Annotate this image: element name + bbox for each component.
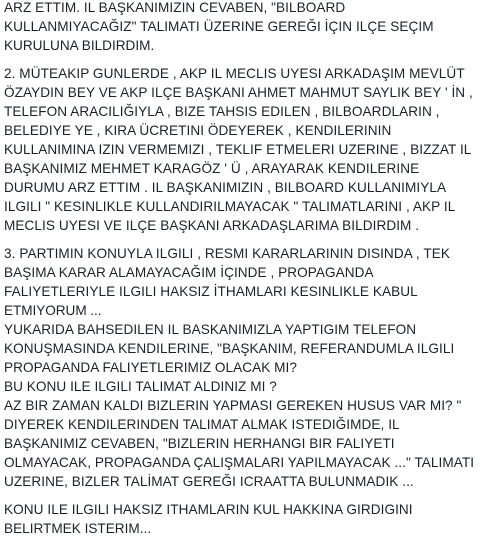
text-line: UZERINE, BIZLER TALİMAT GEREĞI ICRAATTA BULUNMADIK ... xyxy=(4,474,414,489)
text-line: BAŞIMA KARAR ALAMAYACAĞIM İÇINDE , PROPAGANDA xyxy=(4,265,374,280)
text-line: ILGILI " KESINLIKLE KULLANDIRILMAYACAK " TALIMATLARINI , AKP IL xyxy=(4,199,456,214)
text-line: AZ BIR ZAMAN KALDI BIZLERIN YAPMASI GEREKEN HUSUS VAR MI? " xyxy=(4,398,462,413)
text-line: KULLANIMINA IZIN VERMEMIZI , TEKLIF ETMELERI UZERINE , BIZZAT IL xyxy=(4,142,472,157)
paragraph-3 xyxy=(4,244,488,491)
text-line: ARZ ETTIM. IL BAŞKANIMIZIN CEVABEN, "BILBOARD xyxy=(4,0,346,15)
text-line: ÖZAYDIN BEY VE AKP ILÇE BAŞKANI AHMET MAHMUT SAYLIK BEY ' İN , xyxy=(4,85,473,100)
text-line: BAŞKANIMIZ MEHMET KARAGÖZ ' Ü , ARAYARAK KENDILERINE xyxy=(4,161,420,176)
text-line: MECLIS UYESI VE ILÇE BAŞKANI ARKADAŞLARIMA BILDIRDIM . xyxy=(4,218,420,233)
text-line: KONUŞMASINDA KENDILERINE, "BAŞKANIM, REFERANDUMLA ILGILI xyxy=(4,341,455,356)
text-line: 3. PARTIMIN KONUYLA ILGILI , RESMI KARARLARININ DISINDA , TEK xyxy=(4,246,451,261)
text-line: DIYEREK KENDILERINDEN TALIMAT ALMAK ISTEDIĞIMDE, IL xyxy=(4,417,400,432)
text-line: DURUMU ARZ ETTIM . IL BAŞKANIMIZIN , BILBOARD KULLANIMIYLA xyxy=(4,180,447,195)
text-line: BELIRTMEK ISTERIM... xyxy=(4,521,152,536)
text-line: FALIYETLERIYLE ILGILI HAKSIZ İTHAMLARI KESINLIKLE KABUL xyxy=(4,284,418,299)
paragraph-4 xyxy=(4,500,488,538)
text-line: BAŞKANIMIZ CEVABEN, "BIZLERIN HERHANGI BIR FALIYETI xyxy=(4,436,395,451)
text-line: KONU ILE ILGILI HAKSIZ ITHAMLARIN KUL HAKKINA GIRDIGINI xyxy=(4,502,413,517)
text-line: YUKARIDA BAHSEDILEN IL BASKANIMIZLA YAPTIGIM TELEFON xyxy=(4,322,417,337)
text-line: OLMAYACAK, PROPAGANDA ÇALIŞMALARI YAPILMAYACAK ..." TALIMATI xyxy=(4,455,475,470)
text-line: 2. MÜTEAKIP GUNLERDE , AKP IL MECLIS UYESI ARKADAŞIM MEVLÜT xyxy=(4,66,465,81)
text-line: BELEDIYE YE , KIRA ÜCRETINI ÖDEYEREK , KENDILERININ xyxy=(4,123,392,138)
paragraph-1 xyxy=(4,0,488,55)
text-line: KURULUNA BILDIRDIM. xyxy=(4,38,155,53)
text-line: KULLANMIYACAĞIZ" TALIMATI ÜZERINE GEREĞI İÇIN ILÇE SEÇIM xyxy=(4,19,434,34)
text-line: BU KONU ILE ILGILI TALIMAT ALDINIZ MI ? xyxy=(4,379,277,394)
text-line: ETMIYORUM ... xyxy=(4,303,102,318)
text-line: TELEFON ARACILIĞIYLA , BIZE TAHSIS EDILEN , BILBOARDLARIN , xyxy=(4,104,440,119)
text-line: PROPAGANDA FALIYETLERIMIZ OLACAK MI? xyxy=(4,360,297,375)
paragraph-2 xyxy=(4,64,488,235)
post-body xyxy=(4,0,488,538)
